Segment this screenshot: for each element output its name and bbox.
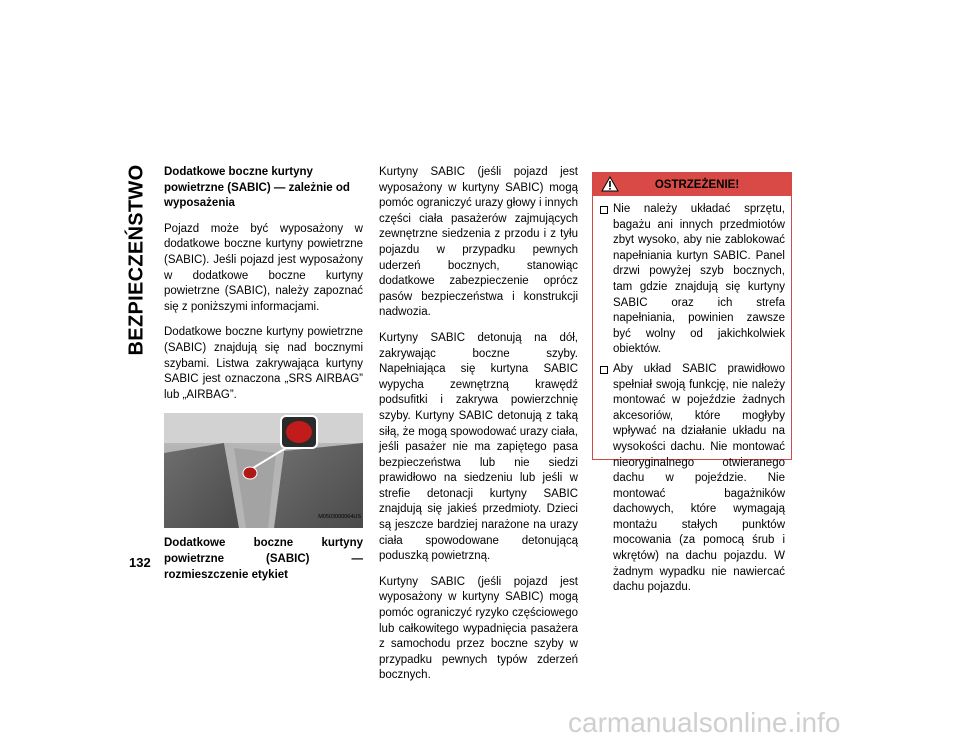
warning-item-text: Nie należy układać sprzętu, bagażu ani innych przedmiotów zbyt wysoko, aby nie zablokować napełniania kurtyn SABIC. Panel drzwi powyżej szyb bocznych, tam gdzie znajdują się kurtyny SABIC oraz ich strefa napełniania, powinien zawsze być wolny od jakichkolwiek obiektów. bbox=[613, 203, 785, 356]
paragraph: Pojazd może być wyposażony w dodatkowe boczne kurtyny powietrzne (SABIC). Jeśli pojazd jest wyposażony w dodatkowe boczne kurtyny powietrzne (SABIC), należy zapoznać się z poniższymi informacjami. bbox=[164, 222, 363, 313]
paragraph: Kurtyny SABIC (jeśli pojazd jest wyposażony w kurtyny SABIC) mogą pomóc ograniczyć urazy głowy i innych części ciała pasażerów zajmujących zewnętrzne siedzenia z przodu i z tyłu pojazdu w przypadku pewnych uderzeń bocznych, stanowiąc dodatkowe zabezpieczenie oprócz pasów bezpieczeństwa i konstrukcji nadwozia. bbox=[379, 166, 578, 319]
warning-item bbox=[599, 362, 785, 596]
checkbox-bullet-icon bbox=[600, 206, 608, 214]
warning-title: OSTRZEŻENIE! bbox=[654, 178, 740, 191]
warning-box bbox=[592, 172, 792, 594]
section-title: BEZPIECZEŃSTWO bbox=[125, 164, 148, 356]
paragraph: Kurtyny SABIC (jeśli pojazd jest wyposażony w kurtyny SABIC) mogą pomóc ograniczyć ryzyko częściowego lub całkowitego wypadnięcia pasażera z samochodu przez boczne szyby w przypadku pewnych typów zderzeń bocznych. bbox=[379, 575, 578, 682]
warning-item bbox=[599, 202, 785, 358]
warning-header bbox=[593, 173, 791, 196]
checkbox-bullet-icon bbox=[600, 366, 608, 374]
section-side-tab bbox=[127, 160, 147, 360]
warning-triangle-icon bbox=[601, 176, 619, 192]
page-number: 132 bbox=[129, 555, 151, 570]
watermark: carmanualsonline.info bbox=[568, 707, 841, 738]
warning-list bbox=[593, 202, 791, 596]
warning-item-text: Aby układ SABIC prawidłowo spełniał swoją funkcję, nie należy montować w pojeździe żadnych akcesoriów, które mogłyby wpływać na działanie układu na wysokości dachu. Nie montować nieoryginalnego otwieranego dachu w pojeździe. Nie montować bagażników dachowych, które wymagają montażu stałych punktów mocowania (za pomocą śrub i wkrętów) na dachu pojazdu. W żadnym wypadku nie nawiercać dachu pojazdu. bbox=[613, 362, 785, 594]
figure-code: M0503000064US bbox=[318, 513, 361, 520]
figure-caption: Dodatkowe boczne kurtyny powietrzne (SABIC) — rozmieszczenie etykiet bbox=[164, 537, 363, 581]
paragraph: Dodatkowe boczne kurtyny powietrzne (SABIC) znajdują się nad bocznymi szybami. Listwa zakrywająca kurtyny SABIC jest oznaczona „SRS AIRBAG” lub „AIRBAG”. bbox=[164, 326, 363, 401]
middle-column bbox=[379, 165, 578, 694]
sabic-label-illustration bbox=[164, 413, 363, 528]
paragraph: Kurtyny SABIC detonują na dół, zakrywając boczne szyby. Napełniająca się kurtyna SABIC wypycha zewnętrzną krawędź podsufitki i zakrywa powierzchnię szyby. Kurtyny SABIC detonują z taką siłą, że mogą spowodować urazy ciała, jeśli pasażer nie ma zapiętego pasa bezpieczeństwa lub nie siedzi prawidłowo na siedzeniu lub jeśli w strefie detonacji kurtyny SABIC znajdują się jakieś przedmioty. Dzieci są jeszcze bardziej narażone na urazy ciała spowodowane detonującą poduszką powietrzną. bbox=[379, 331, 578, 563]
section-heading: Dodatkowe boczne kurtyny powietrzne (SABIC) — zależnie od wyposażenia bbox=[164, 166, 350, 210]
left-column bbox=[164, 165, 363, 593]
